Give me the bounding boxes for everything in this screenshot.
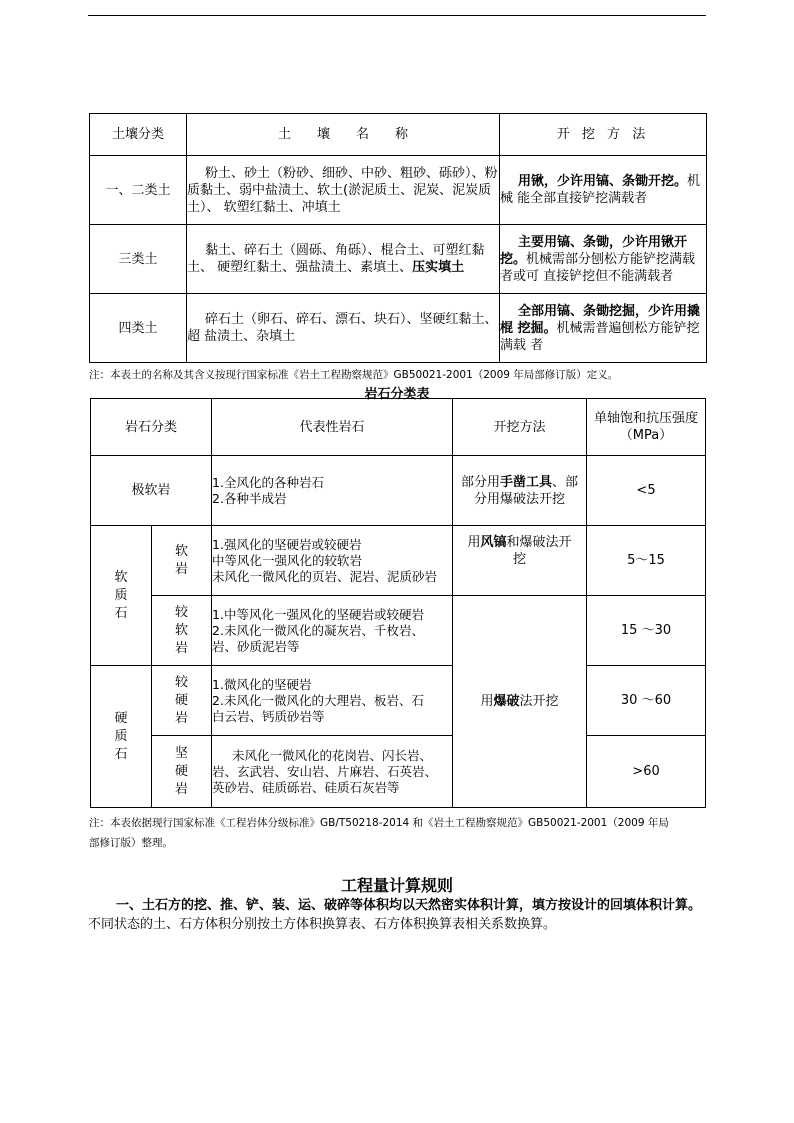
rock-table-caption: 岩石分类表 xyxy=(364,387,430,402)
representative-rock: 1.强风化的坚硬岩或较硬岩 中等风化一强风化的较软岩 未风化一微风化的页岩、泥岩、泥质砂岩 xyxy=(212,526,453,596)
header-representative-rock: 代表性岩石 xyxy=(212,399,453,456)
soil-classification-table xyxy=(89,113,707,363)
rock-table-note-line2: 部修订版）整理。 xyxy=(89,837,173,849)
soil-names: 黏土、碎石土（圆砾、角砾）、棍合土、可塑红黏土、 硬塑红黏土、强盐渍土、素填土、压实填土 xyxy=(187,225,500,294)
compressive-strength: <5 xyxy=(587,456,706,526)
rule-paragraph: 一、土石方的挖、推、铲、装、运、破碎等体积均以天然密实体积计算，填方按设计的回填体积计算。不同状态的土、石方体积分别按土方体积换算表、石方体积换算表相关系数换算。 xyxy=(88,898,702,932)
table-row xyxy=(91,666,706,736)
table-row xyxy=(90,156,707,225)
dig-method: 部分用手凿工具、部分用爆破法开挖 xyxy=(453,456,587,526)
table-row xyxy=(91,526,706,596)
dig-method: 用风镐和爆破法开挖 xyxy=(453,526,587,596)
soil-category: 四类土 xyxy=(90,294,187,363)
table-row xyxy=(91,596,706,666)
representative-rock: 1.中等风化一强风化的坚硬岩或较硬岩 2.未风化一微风化的凝灰岩、千枚岩、 岩、砂质泥岩等 xyxy=(212,596,453,666)
header-dig-method: 开 挖 方 法 xyxy=(500,114,707,156)
header-soil-name: 土 壤 名 称 xyxy=(187,114,500,156)
soil-names: 碎石土（卵石、碎石、漂石、块石）、坚硬红黏土、超 盐渍土、杂填土 xyxy=(187,294,500,363)
dig-method: 全部用镐、条锄挖掘，少许用撬棍 挖掘。机械需普遍刨松方能铲挖满载 者 xyxy=(500,294,707,363)
representative-rock: 1.微风化的坚硬岩 2.未风化一微风化的大理岩、板岩、石 白云岩、钙质砂岩等 xyxy=(212,666,453,736)
compressive-strength: 5～15 xyxy=(587,526,706,596)
soil-table-note: 注：本表土的名称及其含义按现行国家标准《岩土工程勘察规范》GB50021-2001（2009 年局部修订版）定义。 xyxy=(89,369,619,381)
rock-name: 较软岩 xyxy=(152,596,212,666)
table-row xyxy=(90,225,707,294)
rock-name: 较硬岩 xyxy=(152,666,212,736)
table-header-row xyxy=(91,399,706,456)
soil-names: 粉土、砂土（粉砂、细砂、中砂、粗砂、砾砂）、粉质黏土、弱中盐渍土、软土(淤泥质土、泥炭、泥炭质土）、 软塑红黏土、冲填土 xyxy=(187,156,500,225)
rock-group-hard: 硬质石 xyxy=(91,666,152,808)
rock-name: 坚硬岩 xyxy=(152,736,212,808)
header-rule xyxy=(88,15,706,16)
soil-category: 三类土 xyxy=(90,225,187,294)
header-soil-category: 土壤分类 xyxy=(90,114,187,156)
dig-method: 用锹，少许用镐、条锄开挖。机械 能全部直接铲挖满载者 xyxy=(500,156,707,225)
rock-group-soft: 软质石 xyxy=(91,526,152,666)
rock-table-note-line1: 注：本表依据现行国家标准《工程岩体分级标准》GB/T50218-2014 和《岩土工程勘察规范》GB50021-2001（2009 年局 xyxy=(89,817,669,829)
table-row xyxy=(90,294,707,363)
representative-rock: 1.全风化的各种岩石 2.各种半成岩 xyxy=(212,456,453,526)
representative-rock: 未风化一微风化的花岗岩、闪长岩、 岩、玄武岩、安山岩、片麻岩、石英岩、 英砂岩、硅质砾岩、硅质石灰岩等 xyxy=(212,736,453,808)
table-header-row xyxy=(90,114,707,156)
rock-classification-table xyxy=(90,398,706,808)
compressive-strength: >60 xyxy=(587,736,706,808)
compressive-strength: 15 ～30 xyxy=(587,596,706,666)
dig-method: 用爆破法开挖 xyxy=(453,596,587,808)
soil-category: 一、二类土 xyxy=(90,156,187,225)
section-title: 工程量计算规则 xyxy=(340,876,453,895)
rock-name: 软岩 xyxy=(152,526,212,596)
header-dig-method: 开挖方法 xyxy=(453,399,587,456)
table-row xyxy=(91,456,706,526)
rock-name: 极软岩 xyxy=(91,456,212,526)
compressive-strength: 30 ～60 xyxy=(587,666,706,736)
header-compressive-strength: 单轴饱和抗压强度（MPa） xyxy=(587,399,706,456)
dig-method: 主要用镐、条锄，少许用锹开挖。机械需部分刨松方能铲挖满载者或可 直接铲挖但不能满载者 xyxy=(500,225,707,294)
table-row xyxy=(91,736,706,808)
header-rock-category: 岩石分类 xyxy=(91,399,212,456)
